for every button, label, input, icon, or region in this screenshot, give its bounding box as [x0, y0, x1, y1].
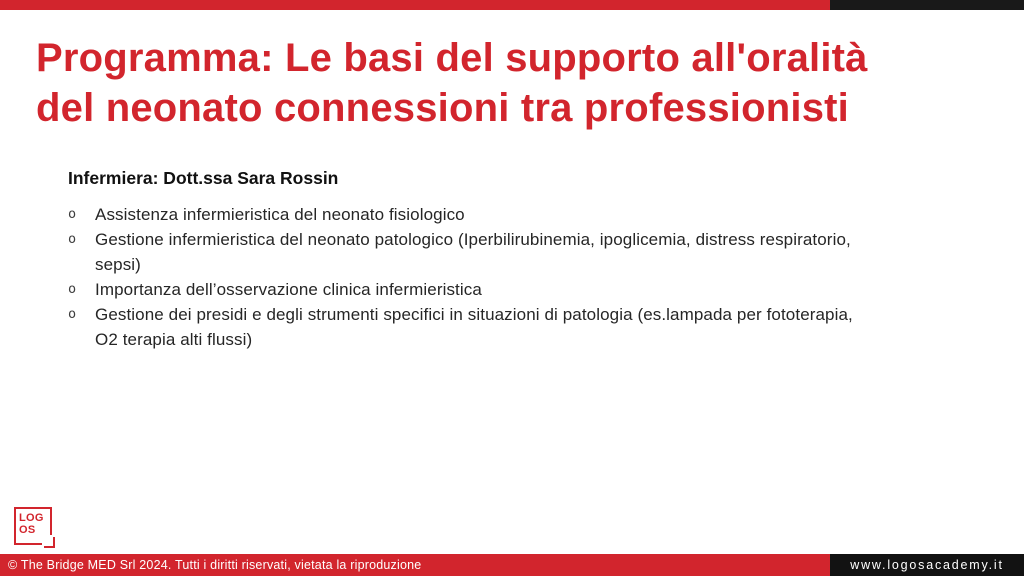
bullet-list [68, 202, 880, 352]
list-item [68, 302, 880, 352]
footer-bar [0, 554, 1024, 576]
bullet-text: Assistenza infermieristica del neonato fisiologico [95, 205, 465, 224]
bullet-marker-icon: o [68, 206, 77, 222]
speaker-name: Infermiera: Dott.ssa Sara Rossin [68, 168, 339, 188]
logo-wordmark-line-1: LOG [19, 512, 44, 524]
slide-body [68, 167, 948, 352]
slide-title-line-2: del neonato connessioni tra professionisti [36, 86, 849, 130]
list-item [68, 202, 880, 227]
bullet-text: Importanza dell’osservazione clinica infermieristica [95, 280, 482, 299]
logo-wordmark [19, 513, 44, 536]
footer-copyright-bar [0, 554, 830, 576]
logo-wordmark-line-2: OS [19, 523, 36, 536]
copyright-text: © The Bridge MED Srl 2024. Tutti i diritti riservati, vietata la riproduzione [8, 558, 422, 572]
bullet-text: Gestione infermieristica del neonato patologico (Iperbilirubinemia, ipoglicemia, distress respiratorio, sepsi) [95, 230, 851, 274]
footer-website-bar [830, 554, 1024, 576]
list-item [68, 277, 880, 302]
logo-corner-bracket [44, 537, 55, 548]
slide-title [36, 33, 1006, 133]
bullet-marker-icon: o [68, 306, 77, 322]
top-accent-bar [0, 0, 1024, 10]
bullet-text: Gestione dei presidi e degli strumenti specifici in situazioni di patologia (es.lampada per fototerapia, O2 terapia alti flussi) [95, 305, 853, 349]
bullet-marker-icon: o [68, 231, 77, 247]
list-item [68, 227, 880, 277]
top-accent-bar-black-segment [830, 0, 1024, 10]
slide-title-line-1: Programma: Le basi del supporto all'oralità [36, 36, 868, 80]
website-text: www.logosacademy.it [850, 558, 1004, 572]
logos-logo-icon [14, 507, 52, 545]
bullet-marker-icon: o [68, 281, 77, 297]
